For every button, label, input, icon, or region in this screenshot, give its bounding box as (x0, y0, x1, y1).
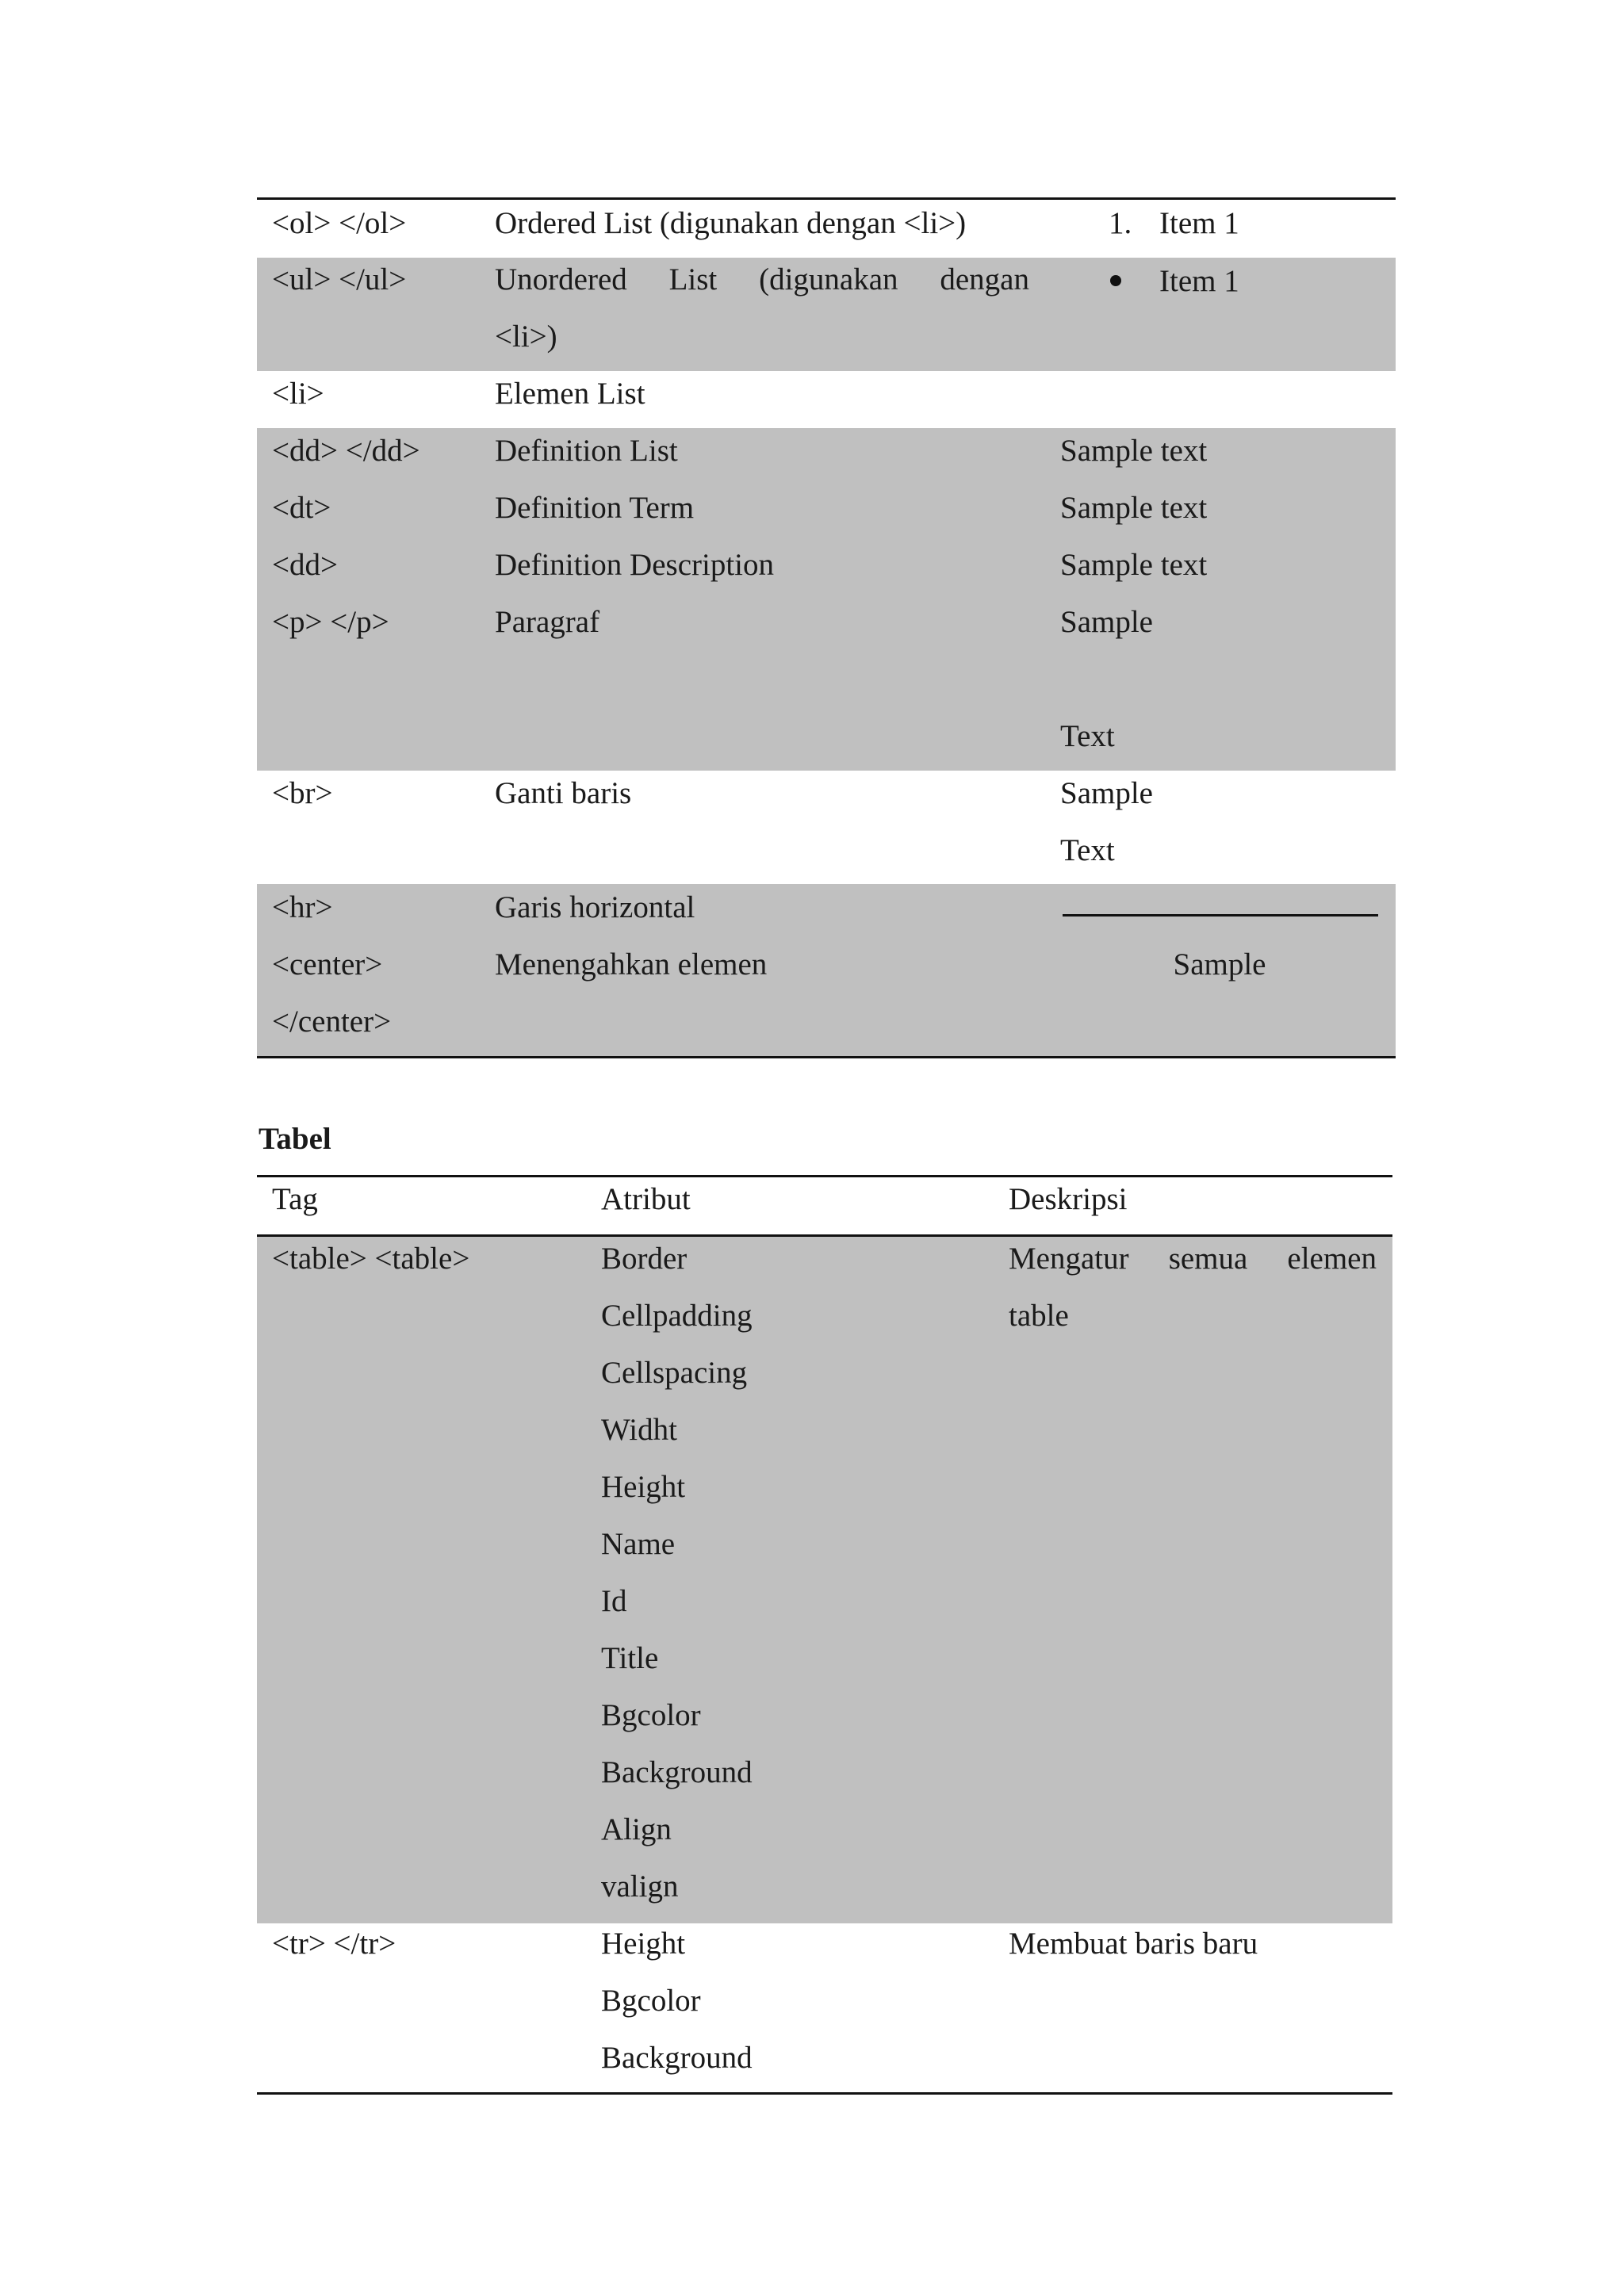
tag-cell: <dd> </dd> (272, 434, 420, 468)
description-cell: Definition List (495, 434, 678, 468)
attribute-item: Name (601, 1527, 676, 1561)
attribute-item: valign (601, 1869, 679, 1904)
description-cell-justified (495, 264, 1029, 295)
description-word: (digunakan (759, 262, 898, 297)
row-band-definition (257, 428, 1396, 771)
attribute-item: Background (601, 1755, 753, 1789)
description-cell-line2: <li>) (495, 320, 557, 354)
description-word: Mengatur (1009, 1242, 1129, 1276)
example-cell-line2: Text (1060, 833, 1115, 867)
description-cell: Membuat baris baru (1009, 1927, 1258, 1961)
section-heading: Tabel (259, 1122, 331, 1156)
description-word: Unordered (495, 262, 627, 297)
tag-cell: <center> (272, 947, 383, 982)
description-cell-justified (1009, 1243, 1377, 1274)
attribute-item: Align (601, 1812, 672, 1846)
table-bottom-rule (257, 1056, 1396, 1058)
description-word: elemen (1287, 1242, 1377, 1276)
attribute-item: Bgcolor (601, 1698, 701, 1732)
attribute-item: Id (601, 1584, 627, 1618)
example-cell: Sample (1060, 605, 1153, 639)
tag-cell: <dd> (272, 548, 338, 582)
description-cell: Ganti baris (495, 776, 632, 810)
example-cell: Sample text (1060, 434, 1208, 468)
attribute-item: Height (601, 1927, 686, 1961)
attribute-item: Background (601, 2041, 753, 2075)
description-word: dengan (940, 262, 1029, 297)
tag-cell: <li> (272, 377, 324, 411)
tag-cell-line2: </center> (272, 1004, 392, 1039)
bullet-icon (1110, 275, 1121, 286)
table-top-rule (257, 197, 1396, 200)
description-word: List (668, 262, 718, 297)
description-cell: Definition Term (495, 491, 695, 525)
tag-cell: <hr> (272, 890, 333, 924)
example-cell: Sample text (1060, 548, 1208, 582)
example-cell: Sample text (1060, 491, 1208, 525)
table-header-rule (257, 1234, 1392, 1237)
column-header-attribute: Atribut (601, 1182, 691, 1216)
example-cell-centered: Sample (1173, 947, 1266, 982)
column-header-description: Deskripsi (1009, 1182, 1128, 1216)
tag-cell: <dt> (272, 491, 331, 525)
attribute-item: Border (601, 1242, 688, 1276)
attribute-item: Cellspacing (601, 1356, 748, 1390)
table-bottom-rule (257, 2092, 1392, 2095)
attribute-item: Cellpadding (601, 1299, 753, 1333)
tag-cell: <ul> </ul> (272, 262, 407, 297)
description-cell: Garis horizontal (495, 890, 695, 924)
example-cell: Item 1 (1159, 264, 1239, 298)
tag-cell: <tr> </tr> (272, 1927, 396, 1961)
example-cell: Sample (1060, 776, 1153, 810)
row-band-table (257, 1237, 1392, 1923)
description-cell: Paragraf (495, 605, 600, 639)
description-cell: Definition Description (495, 548, 775, 582)
attribute-item: Title (601, 1641, 659, 1675)
tag-cell: <table> <table> (272, 1242, 470, 1276)
tag-cell: <p> </p> (272, 605, 389, 639)
example-cell: Item 1 (1159, 206, 1239, 240)
example-list-number: 1. (1109, 206, 1132, 240)
table-top-rule (257, 1175, 1392, 1177)
attribute-item: Widht (601, 1413, 677, 1447)
description-word: semua (1168, 1242, 1248, 1276)
description-cell-line2: table (1009, 1299, 1069, 1333)
example-cell-line2: Text (1060, 719, 1115, 753)
description-cell: Elemen List (495, 377, 645, 411)
horizontal-rule-example (1063, 914, 1378, 916)
description-cell: Ordered List (digunakan dengan <li>) (495, 206, 967, 240)
column-header-tag: Tag (272, 1182, 318, 1216)
description-cell: Menengahkan elemen (495, 947, 768, 982)
attribute-item: Height (601, 1470, 686, 1504)
tag-cell: <br> (272, 776, 333, 810)
attribute-item: Bgcolor (601, 1984, 701, 2018)
tag-cell: <ol> </ol> (272, 206, 407, 240)
